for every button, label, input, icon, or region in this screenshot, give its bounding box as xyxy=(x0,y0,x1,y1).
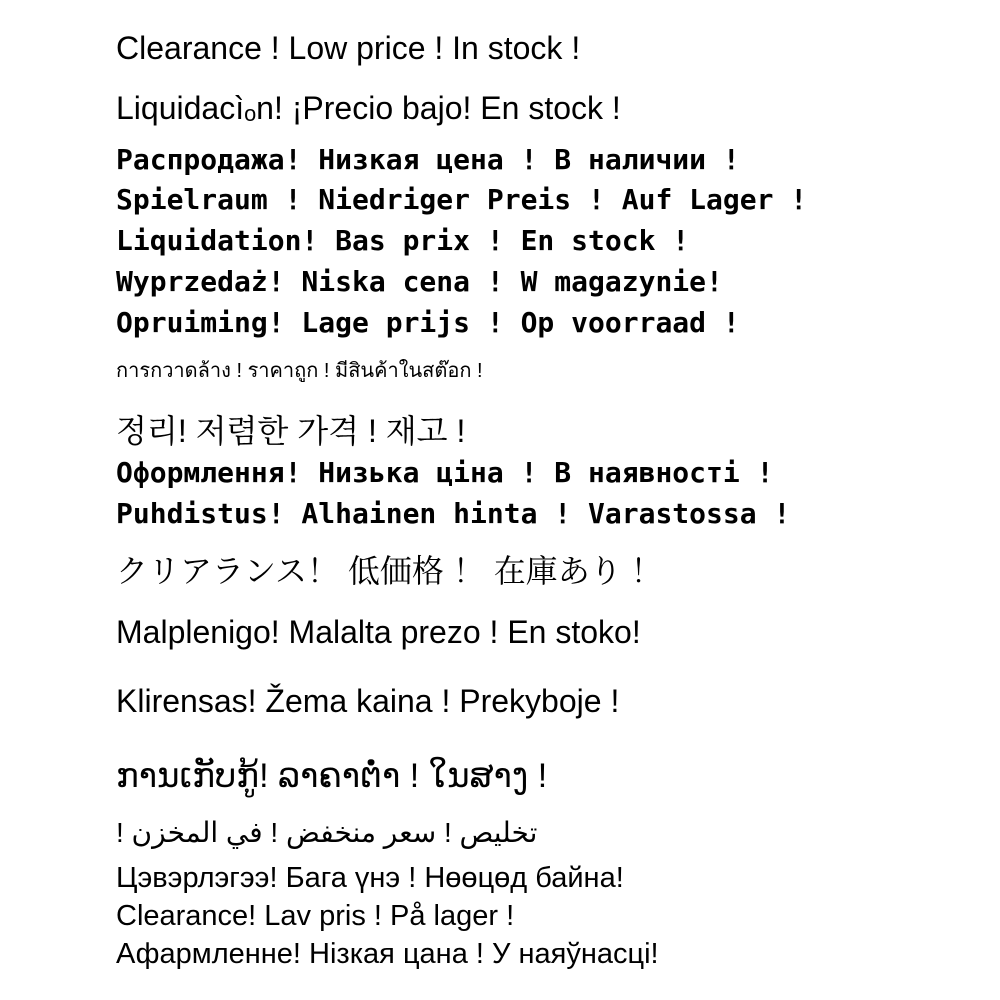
text-line-norwegian: Clearance! Lav pris ! På lager ! xyxy=(116,900,515,932)
text-line-spanish: Liquidacìₒn! ¡Precio bajo! En stock ! xyxy=(116,90,621,126)
text-line-mongolian: Цэвэрлэгээ! Бага үнэ ! Нөөцөд байна! xyxy=(116,862,624,894)
text-line-arabic: تخليص ! سعر منخفض ! في المخزن ! xyxy=(116,817,538,848)
text-line-finnish: Puhdistus! Alhainen hinta ! Varastossa ! xyxy=(116,497,791,530)
text-line-english: Clearance ! Low price ! In stock ! xyxy=(116,30,581,66)
text-line-lithuanian: Klirensas! Žema kaina ! Prekyboje ! xyxy=(116,683,620,719)
text-line-german: Spielraum ! Niedriger Preis ! Auf Lager ! xyxy=(116,183,808,216)
text-line-belarusian: Афармленне! Нізкая цана ! У наяўнасці! xyxy=(116,938,659,970)
text-line-polish: Wyprzedaż! Niska cena ! W magazynie! xyxy=(116,265,723,298)
text-line-thai: การกวาดล้าง ! ราคาถูก ! มีสินค้าในสต๊อก ! xyxy=(116,360,483,382)
text-line-french: Liquidation! Bas prix ! En stock ! xyxy=(116,224,690,257)
text-line-korean: 정리! 저렴한 가격 ! 재고 ! xyxy=(116,413,466,449)
text-line-ukrainian: Оформлення! Низька ціна ! В наявності ! xyxy=(116,456,774,489)
text-line-lao: ການເກັບກູ້! ລາຄາຕ່ໍາ ! ໃນສາງ ! xyxy=(116,757,548,795)
text-line-dutch: Opruiming! Lage prijs ! Op voorraad ! xyxy=(116,306,740,339)
text-line-esperanto: Malplenigo! Malalta prezo ! En stoko! xyxy=(116,614,641,650)
text-line-russian: Распродажа! Низкая цена ! В наличии ! xyxy=(116,143,740,176)
text-line-japanese: クリアランス！ 低価格 ！ 在庫あり ！ xyxy=(116,553,663,589)
